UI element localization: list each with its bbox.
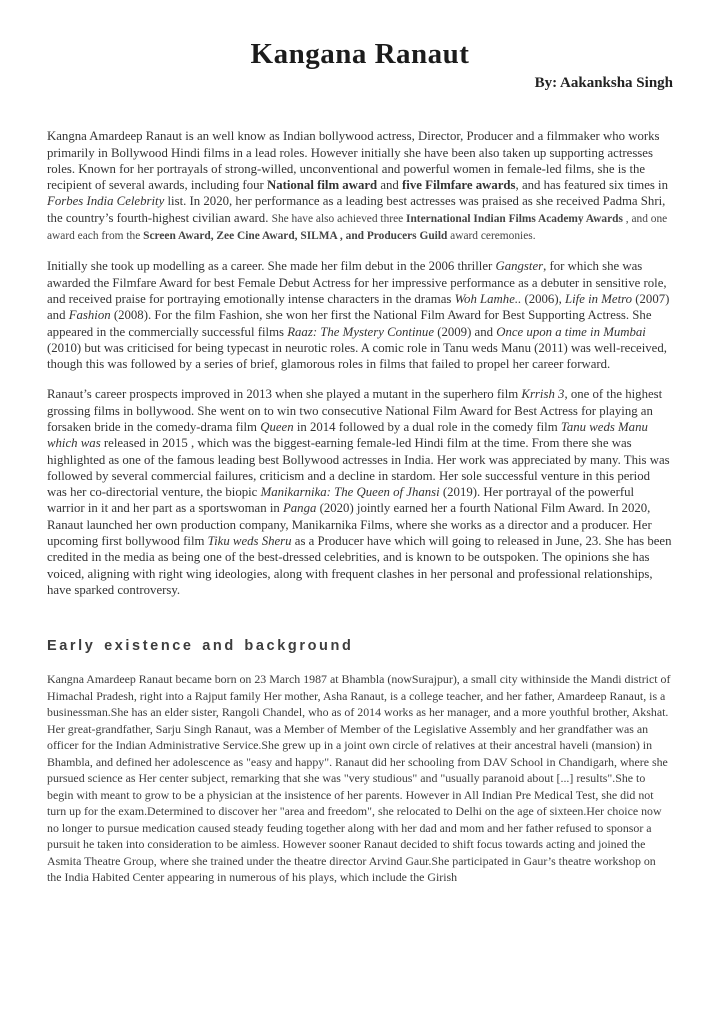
text-run: National film award [266,178,378,193]
text-run: Raaz: The Mystery Continue [287,324,435,339]
text-run: , and has featured six times in [515,178,669,193]
text-run: Gangster [495,259,544,274]
paragraph [47,671,673,886]
text-run: Manikarnika: The Queen of Jhansi [260,485,440,500]
text-run: Initially she took up modelling as a career. She made her film debut in the 2006 thriller [47,259,496,274]
text-run: and [377,178,403,193]
text-run: Tanu weds Manu which was [47,420,648,451]
text-run: as a Producer have which will going to released in June, 23. She has been credited in the media as being one of the best-dressed celebrities, and is known to be outspoken. The opinions she has voiced, aligning with right wing ideologies, along with frequent clashes in her personal and professional relationships, have sparked controversy. [47,534,672,597]
text-run: (2009) and [434,324,497,339]
text-run: Kangna Amardeep Ranaut became born on 23 March 1987 at Bhambla (nowSurajpur), a small city withinside the Mandi district of Himachal Pradesh, right into a Rajput family Her mother, Asha Ranaut, is a college teacher, and her father, Amardeep Ranaut, is a businessman.She has an elder sister, Rangoli Chandel, who as of 2014 works as her manager, and a more youthful brother, Akshat. Her great-grandfather, Sarju Singh Ranaut, was a Member of Member of the Legislative Assembly and her grandfather was an officer for the Indian Administrative Service.She grew up in a joint own circle of relatives at their ancestral haveli (mansion) in Bhambla, and defined her adolescence as "easy and happy". Ranaut did her schooling from DAV School in Chandigarh, where she pursued science as Her center subject, remarking that she was "very studious" and "usually paranoid about [...] results".She to begin with meant to grow to be a physician at the insistence of her parents. However in All Indian Pre Medical Test, she did not turn up for the exam.Determined to discover her "area and freedom", she relocated to Delhi on the age of sixteen.Her choice now no longer to pursue medication caused steady feuding together along with her dad and mom and her father refused to sponsor a pursuit he taken into consideration to be aimless. However sooner Ranaut decided to shift focus towards acting and joined the Asmita Theatre Group, where she trained under the theatre director Arvind Gaur.She participated in Gaur’s theatre workshop on the India Habited Center appearing in numerous of his plays, which include the Girish [47,672,671,885]
text-run: , for which she was awarded the Filmfare Award for best Female Debut Actress for her impressive performance as a debuter in sensitive role, and received praise for portraying emotionally intense characters in the dramas [47,259,667,306]
byline: By: Aakanksha Singh [534,75,673,92]
paragraph [47,258,673,372]
text-run: released in 2015 , which was the biggest-earning female-led Hindi film at the time. From there she was highlighted as one of the famous leading best Bollywood actresses in India. Her work was appreciated by many. This was followed by several commercial failures, criticism and a decline in stardom. Her sole successful venture in this period was her co-directorial venture, the biopic [47,436,670,500]
text-run: Panga [282,501,317,516]
document-body [47,128,673,886]
text-run: Screen Award, Zee Cine Award, SILMA , and Producers Guild [143,230,448,243]
text-run: , and one award each from the [47,212,668,243]
page-title: Kangana Ranaut [250,38,470,70]
text-run: Fashion [68,308,111,323]
text-run: (2020) jointly earned her a fourth National Film Award. In 2020, Ranaut launched her own production company, Manikarnika Films, where she works as a director and a producer. Her upcoming first bollywood film [47,501,652,549]
text-run: International Indian Films Academy Awards [406,212,623,225]
text-run: (2007) and [47,291,670,323]
text-run: in 2014 followed by a dual role in the comedy film [293,420,561,434]
text-run: (2010) but was criticised for being typecast in neurotic roles. A comic role in Tanu weds Manu (2011) was well-received, though this was followed by a series of brief, glamorous roles in films that failed to propel her career forward. [47,340,667,372]
text-run: Kangna Amardeep Ranaut is an well know as Indian bollywood actress, Director, Producer and a filmmaker who works primarily in Bollywood Hindi films in a lead roles. However initially she have been also taken up supporting actresses roles. Known for her portrayals of strong-willed, unconventional and powerful women in female-led films, she is the recipient of several awards, including four [47,129,660,193]
text-run: Ranaut’s career prospects improved in 2013 when she played a mutant in the superhero film [47,387,522,402]
text-run: Tiku weds Sheru [207,534,292,549]
text-run: (2008). For the film Fashion, she won her first the National Film Award for Best Supporting Actress. She appeared in the commercially successful films [47,308,652,339]
paragraph [47,386,673,598]
text-run: Once upon a time in Mumbai [496,324,646,339]
section-heading: Early existence and background [47,638,354,655]
text-run: list. In 2020, her performance as a leading best actresses was praised as she received Padma Shri, the country’s fourth-highest civilian award. [47,194,666,225]
text-run: five Filmfare awards [402,178,516,193]
text-run: Krrish 3 [521,387,565,402]
text-run: Forbes India Celebrity [47,194,165,209]
text-run: , one of the highest grossing films in bollywood. She went on to win two consecutive National Film Award for Best Actress for playing an forsaken bride in the comedy-drama film [47,387,663,434]
paragraph [47,128,673,244]
text-run: Queen [260,420,294,434]
text-run: (2006), [521,291,565,306]
text-run: She have also achieved three [271,212,407,225]
text-run: (2019). Her portrayal of the powerful warrior in it and her part as a sportswoman in [47,485,635,516]
text-run: Life in Metro [565,291,633,306]
text-run: award ceremonies. [447,230,536,243]
text-run: Woh Lamhe.. [454,291,522,306]
